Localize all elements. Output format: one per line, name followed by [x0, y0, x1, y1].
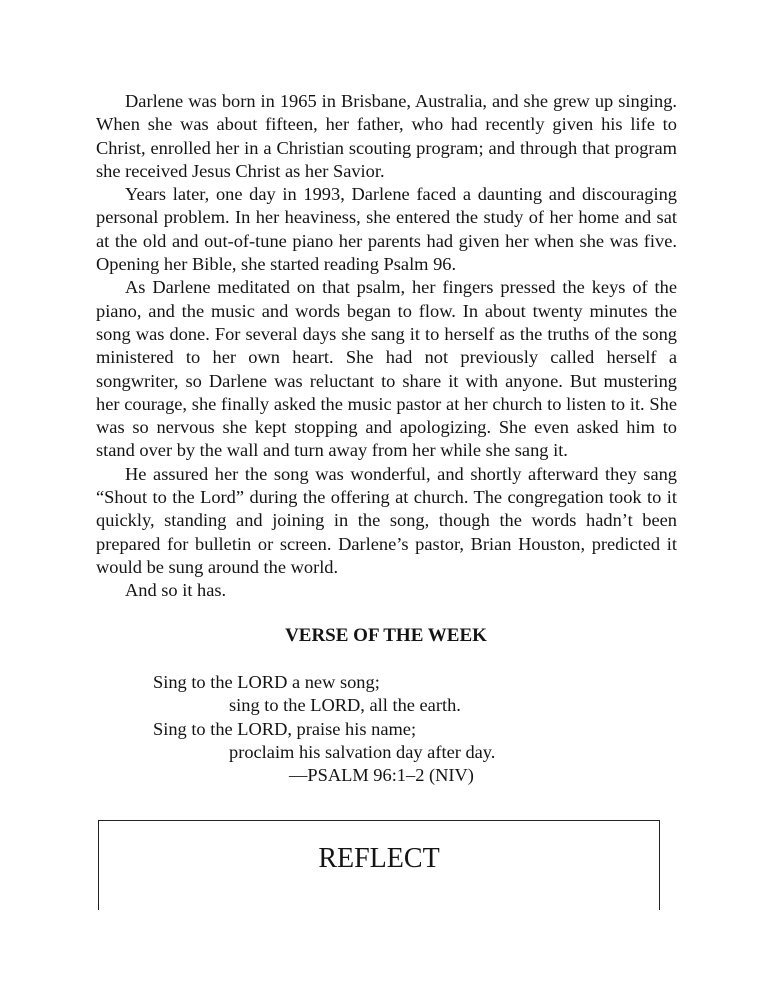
reflect-box — [98, 820, 660, 910]
paragraph-2: Years later, one day in 1993, Darlene faced a daunting and discouraging personal problem. In her heaviness, she entered the study of her home and sat at the old and out-of-tune piano her parents had given her when she was five. Opening her Bible, she started reading Psalm 96. — [96, 184, 677, 275]
verse-line-4: proclaim his salvation day after day. — [229, 741, 496, 762]
verse-line-1: Sing to the LORD a new song; — [153, 672, 380, 692]
body-text — [96, 90, 677, 603]
verse-block — [153, 671, 495, 787]
verse-heading: VERSE OF THE WEEK — [285, 625, 487, 646]
paragraph-3: As Darlene meditated on that psalm, her fingers pressed the keys of the piano, and the music and words began to flow. In about twenty minutes the song was done. For several days she sang it to herself as the truths of the song ministered to her own heart. She had not previously called herself a songwriter, so Darlene was reluctant to share it with anyone. But mustering her courage, she finally asked the music pastor at her church to listen to it. She was so nervous she kept stopping and apologizing. She even asked him to stand over by the wall and turn away from her while she sang it. — [96, 277, 677, 461]
verse-reference: —PSALM 96:1–2 (NIV) — [289, 765, 474, 786]
paragraph-5: And so it has. — [125, 580, 227, 601]
reflect-title: REFLECT — [318, 843, 440, 874]
paragraph-4: He assured her the song was wonderful, and shortly afterward they sang “Shout to the Lord” during the offering at church. The congregation took to it quickly, standing and joining in the song, though the words hadn’t been prepared for bulletin or screen. Darlene’s pastor, Brian Houston, predicted it would be sung around the world. — [96, 463, 677, 577]
verse-line-3: Sing to the LORD, praise his name; — [153, 718, 417, 739]
verse-line-2: sing to the LORD, all the earth. — [229, 695, 461, 716]
paragraph-1: Darlene was born in 1965 in Brisbane, Australia, and she grew up singing. When she was about fifteen, her father, who had recently given his life to Christ, enrolled her in a Christian scouting program; and through that program she received Jesus Christ as her Savior. — [96, 91, 677, 181]
